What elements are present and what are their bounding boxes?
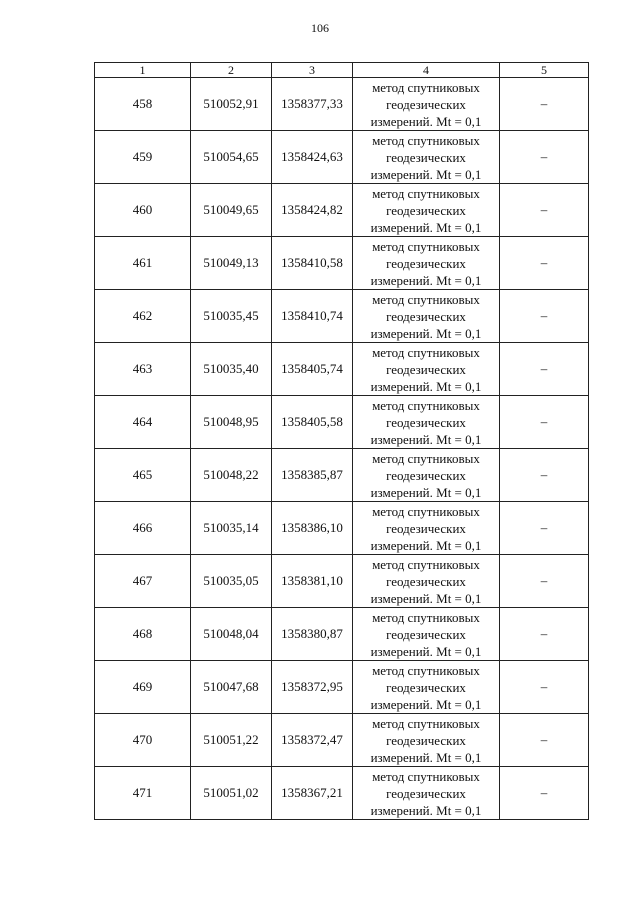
note-cell: –: [500, 237, 589, 290]
table-row: [95, 661, 589, 714]
y-coordinate-cell: 1358381,10: [272, 555, 353, 608]
method-text-line: геодезических: [386, 96, 466, 112]
method-text-line: геодезических: [386, 732, 466, 748]
method-cell: [353, 767, 500, 820]
coordinates-table: [94, 62, 589, 820]
method-text-line: геодезических: [386, 361, 466, 377]
y-coordinate-cell: 1358424,82: [272, 184, 353, 237]
x-coordinate-cell: 510051,02: [191, 767, 272, 820]
method-text-line: измерений. Mt = 0,1: [370, 325, 482, 341]
method-cell: [353, 502, 500, 555]
note-cell: –: [500, 661, 589, 714]
method-text-line: метод спутниковых: [372, 185, 480, 201]
table-header-row: [95, 63, 589, 78]
method-text-line: метод спутниковых: [372, 609, 480, 625]
method-text-line: геодезических: [386, 308, 466, 324]
method-text-line: измерений. Mt = 0,1: [370, 378, 482, 394]
method-text-line: измерений. Mt = 0,1: [370, 113, 482, 129]
method-text-line: измерений. Mt = 0,1: [370, 484, 482, 500]
method-text-line: измерений. Mt = 0,1: [370, 749, 482, 765]
method-text-line: геодезических: [386, 414, 466, 430]
x-coordinate-cell: 510051,22: [191, 714, 272, 767]
y-coordinate-cell: 1358367,21: [272, 767, 353, 820]
x-coordinate-cell: 510048,95: [191, 396, 272, 449]
table-row: [95, 767, 589, 820]
method-text-line: геодезических: [386, 149, 466, 165]
method-text-line: метод спутниковых: [372, 768, 480, 784]
method-text-line: метод спутниковых: [372, 79, 480, 95]
point-number-cell: 463: [95, 343, 191, 396]
note-cell: –: [500, 290, 589, 343]
method-text-line: геодезических: [386, 467, 466, 483]
method-text-line: геодезических: [386, 785, 466, 801]
note-cell: –: [500, 502, 589, 555]
page-number: 106: [311, 21, 329, 35]
x-coordinate-cell: 510054,65: [191, 131, 272, 184]
method-cell: [353, 714, 500, 767]
point-number-cell: 471: [95, 767, 191, 820]
x-coordinate-cell: 510048,04: [191, 608, 272, 661]
point-number-cell: 459: [95, 131, 191, 184]
y-coordinate-cell: 1358405,74: [272, 343, 353, 396]
method-text-line: измерений. Mt = 0,1: [370, 643, 482, 659]
method-cell: [353, 343, 500, 396]
method-cell: [353, 237, 500, 290]
column-header: 5: [500, 63, 589, 78]
y-coordinate-cell: 1358410,58: [272, 237, 353, 290]
method-text-line: метод спутниковых: [372, 450, 480, 466]
method-text-line: геодезических: [386, 520, 466, 536]
y-coordinate-cell: 1358372,95: [272, 661, 353, 714]
method-text-line: метод спутниковых: [372, 238, 480, 254]
point-number-cell: 470: [95, 714, 191, 767]
note-cell: –: [500, 131, 589, 184]
x-coordinate-cell: 510048,22: [191, 449, 272, 502]
method-text-line: измерений. Mt = 0,1: [370, 166, 482, 182]
y-coordinate-cell: 1358386,10: [272, 502, 353, 555]
point-number-cell: 468: [95, 608, 191, 661]
y-coordinate-cell: 1358405,58: [272, 396, 353, 449]
point-number-cell: 466: [95, 502, 191, 555]
table-row: [95, 714, 589, 767]
note-cell: –: [500, 78, 589, 131]
note-cell: –: [500, 396, 589, 449]
method-text-line: измерений. Mt = 0,1: [370, 590, 482, 606]
column-header: 3: [272, 63, 353, 78]
table-row: [95, 449, 589, 502]
method-cell: [353, 449, 500, 502]
table-row: [95, 184, 589, 237]
method-cell: [353, 608, 500, 661]
table-row: [95, 290, 589, 343]
table-row: [95, 131, 589, 184]
x-coordinate-cell: 510047,68: [191, 661, 272, 714]
y-coordinate-cell: 1358377,33: [272, 78, 353, 131]
method-cell: [353, 555, 500, 608]
table-row: [95, 78, 589, 131]
note-cell: –: [500, 343, 589, 396]
method-text-line: измерений. Mt = 0,1: [370, 537, 482, 553]
method-text-line: геодезических: [386, 255, 466, 271]
point-number-cell: 458: [95, 78, 191, 131]
x-coordinate-cell: 510049,65: [191, 184, 272, 237]
method-text-line: геодезических: [386, 573, 466, 589]
method-text-line: метод спутниковых: [372, 503, 480, 519]
note-cell: –: [500, 555, 589, 608]
note-cell: –: [500, 767, 589, 820]
method-text-line: измерений. Mt = 0,1: [370, 696, 482, 712]
column-header: 1: [95, 63, 191, 78]
x-coordinate-cell: 510049,13: [191, 237, 272, 290]
method-text-line: измерений. Mt = 0,1: [370, 219, 482, 235]
method-text-line: геодезических: [386, 626, 466, 642]
method-cell: [353, 131, 500, 184]
point-number-cell: 464: [95, 396, 191, 449]
table-row: [95, 555, 589, 608]
method-cell: [353, 396, 500, 449]
method-cell: [353, 661, 500, 714]
method-text-line: измерений. Mt = 0,1: [370, 802, 482, 818]
table-row: [95, 502, 589, 555]
table-row: [95, 608, 589, 661]
y-coordinate-cell: 1358380,87: [272, 608, 353, 661]
column-header: 4: [353, 63, 500, 78]
method-text-line: метод спутниковых: [372, 715, 480, 731]
y-coordinate-cell: 1358385,87: [272, 449, 353, 502]
table-row: [95, 343, 589, 396]
method-text-line: метод спутниковых: [372, 132, 480, 148]
method-text-line: метод спутниковых: [372, 556, 480, 572]
point-number-cell: 465: [95, 449, 191, 502]
point-number-cell: 462: [95, 290, 191, 343]
method-text-line: метод спутниковых: [372, 344, 480, 360]
method-text-line: геодезических: [386, 679, 466, 695]
point-number-cell: 460: [95, 184, 191, 237]
table-row: [95, 237, 589, 290]
point-number-cell: 467: [95, 555, 191, 608]
point-number-cell: 469: [95, 661, 191, 714]
y-coordinate-cell: 1358424,63: [272, 131, 353, 184]
method-text-line: измерений. Mt = 0,1: [370, 431, 482, 447]
x-coordinate-cell: 510035,40: [191, 343, 272, 396]
method-text-line: измерений. Mt = 0,1: [370, 272, 482, 288]
note-cell: –: [500, 449, 589, 502]
method-text-line: метод спутниковых: [372, 662, 480, 678]
point-number-cell: 461: [95, 237, 191, 290]
note-cell: –: [500, 714, 589, 767]
column-header: 2: [191, 63, 272, 78]
x-coordinate-cell: 510052,91: [191, 78, 272, 131]
y-coordinate-cell: 1358372,47: [272, 714, 353, 767]
method-cell: [353, 78, 500, 131]
method-cell: [353, 290, 500, 343]
x-coordinate-cell: 510035,45: [191, 290, 272, 343]
x-coordinate-cell: 510035,14: [191, 502, 272, 555]
note-cell: –: [500, 184, 589, 237]
method-cell: [353, 184, 500, 237]
method-text-line: геодезических: [386, 202, 466, 218]
note-cell: –: [500, 608, 589, 661]
x-coordinate-cell: 510035,05: [191, 555, 272, 608]
y-coordinate-cell: 1358410,74: [272, 290, 353, 343]
method-text-line: метод спутниковых: [372, 291, 480, 307]
method-text-line: метод спутниковых: [372, 397, 480, 413]
table-row: [95, 396, 589, 449]
